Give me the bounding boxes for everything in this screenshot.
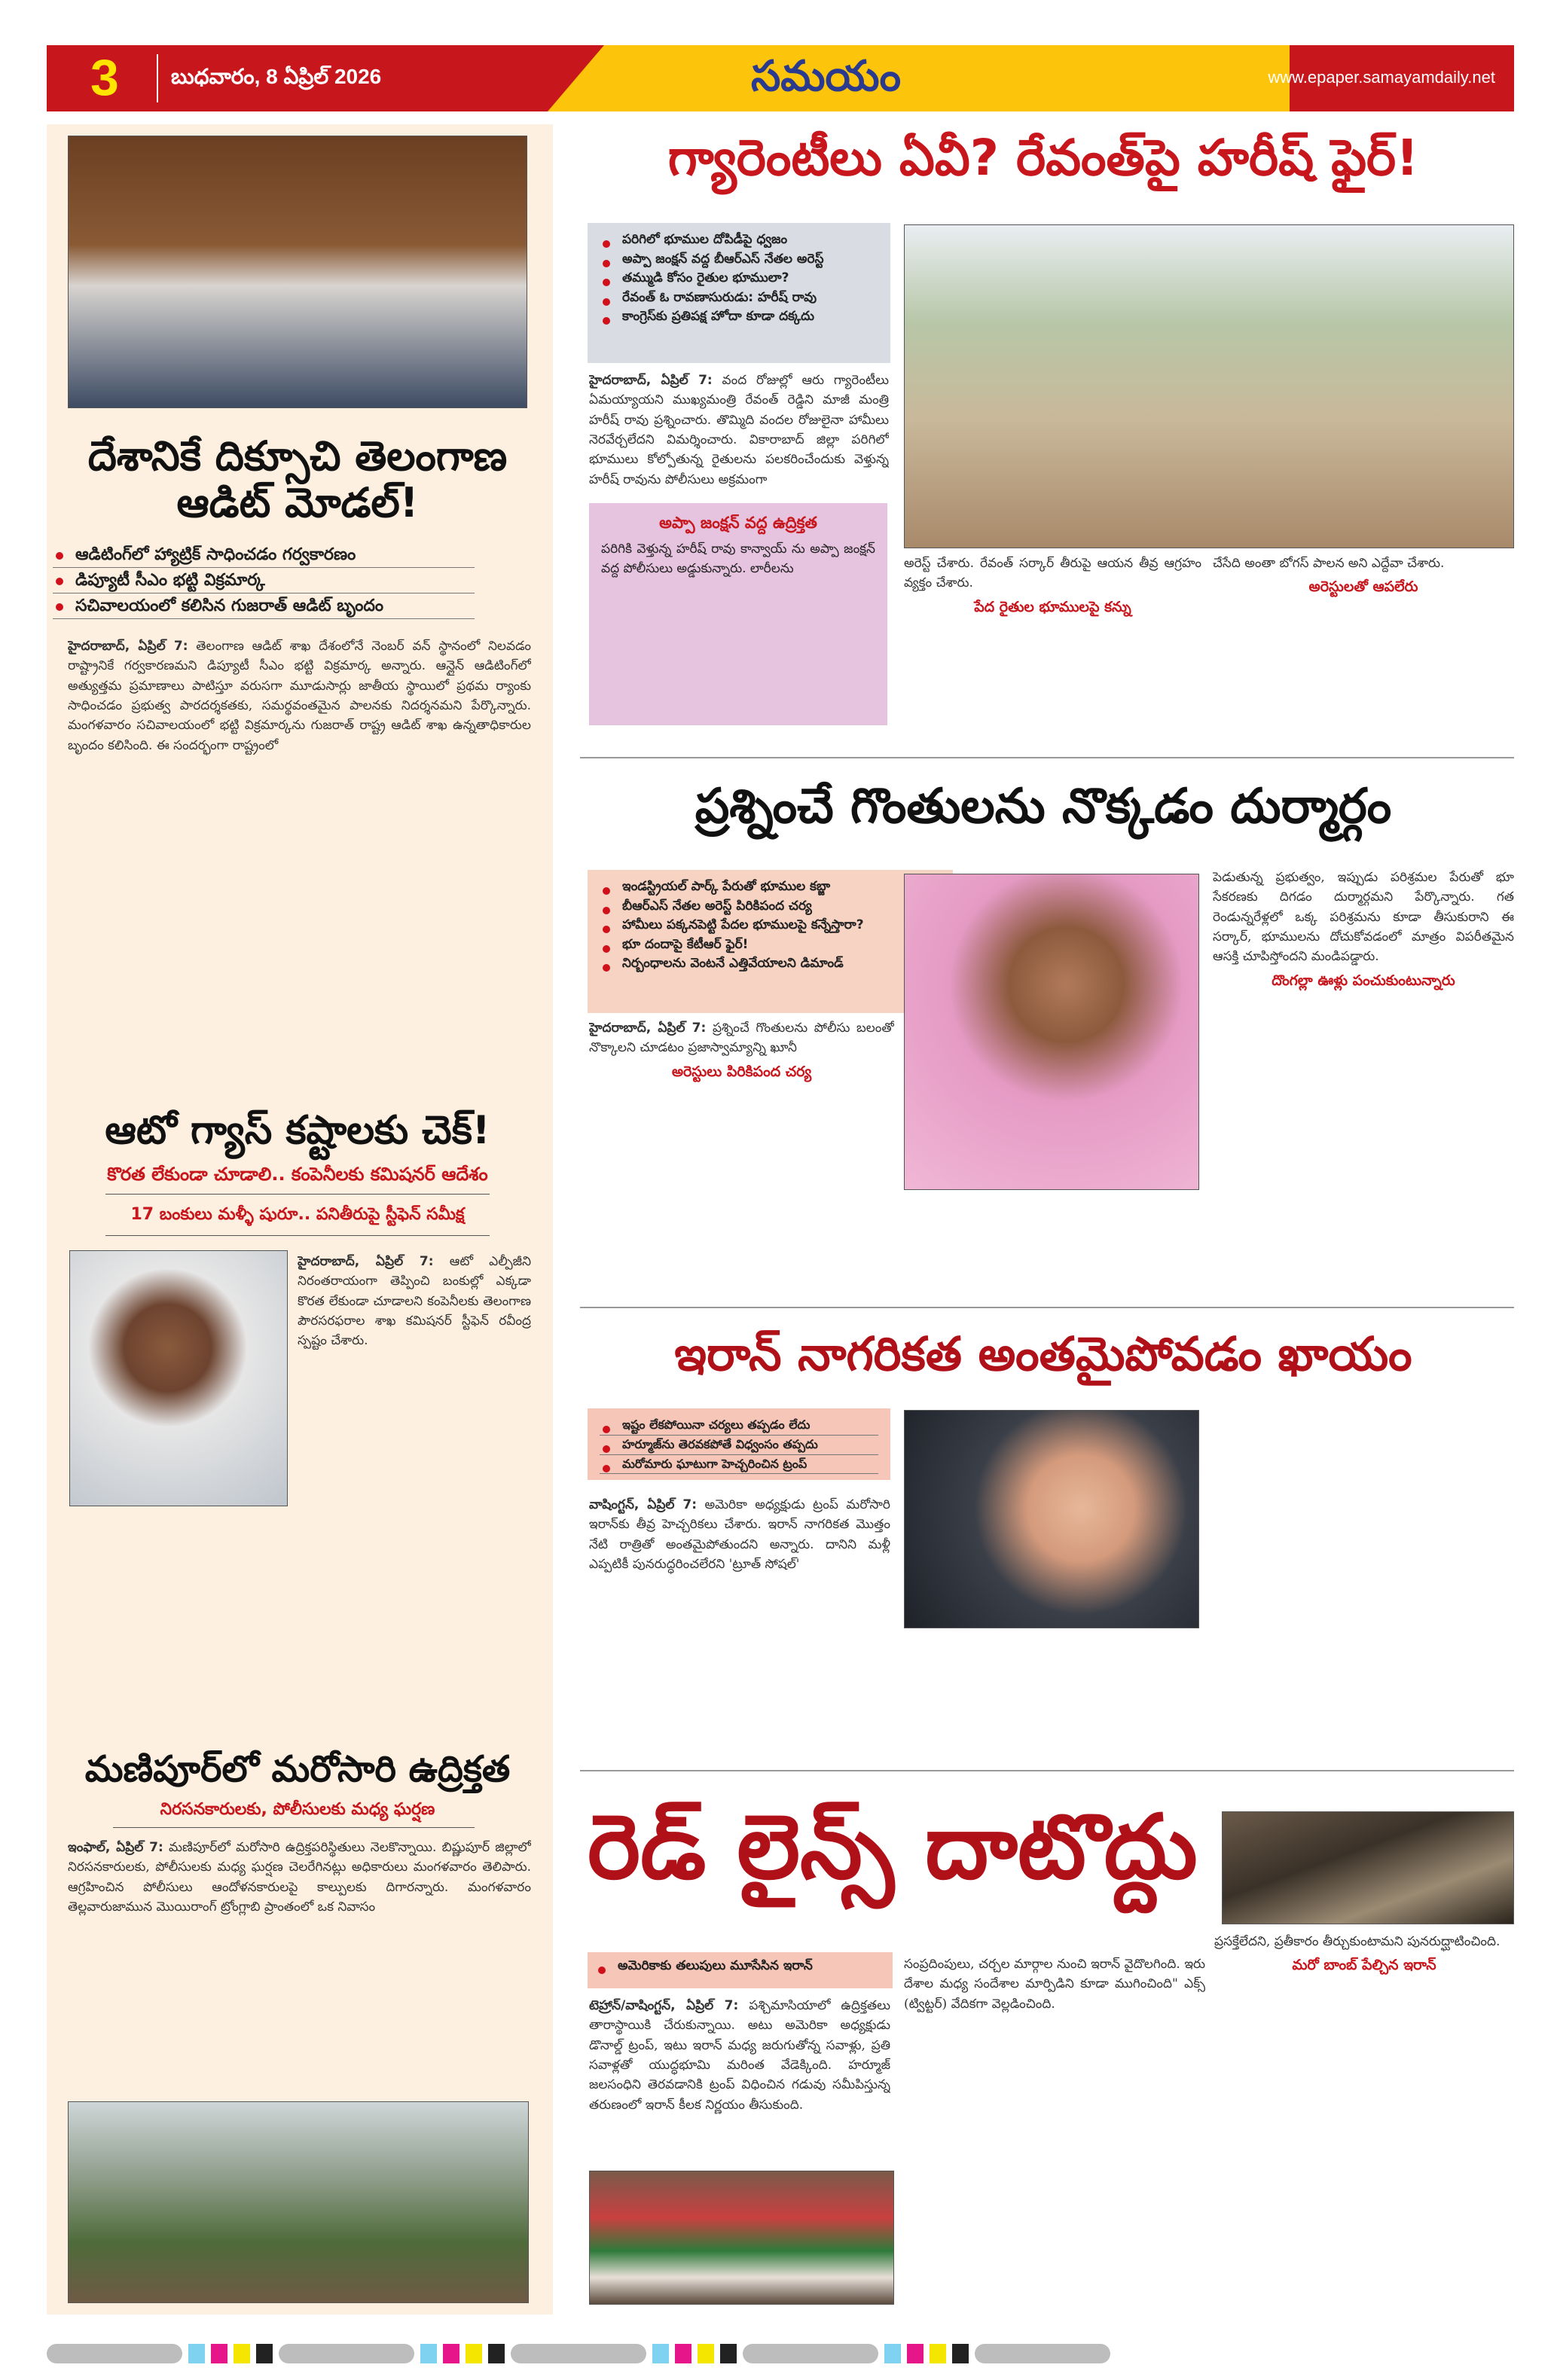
bullet: ఇష్టం లేకపోయినా చర్యలు తప్పడం లేదు bbox=[600, 1416, 878, 1436]
bullet: ఆడిటింగ్‌లో హ్యాట్రిక్ సాధించడం గర్వకారణం bbox=[53, 542, 475, 568]
headline-audit: దేశానికే దిక్సూచి తెలంగాణ ఆడిట్ మోడల్! bbox=[87, 432, 508, 527]
issue-date: బుధవారం, 8 ఏప్రిల్ 2026 bbox=[171, 65, 382, 88]
photo-iran-rally bbox=[589, 2171, 894, 2305]
photo-harish-rao bbox=[904, 224, 1514, 548]
bullet: హామీలు పక్కనపెట్టి పేదల భూములపై కన్నేస్తారా? bbox=[600, 916, 941, 935]
dateline: హైదరాబాద్, ఏప్రిల్ 7: bbox=[589, 1021, 707, 1036]
box-title: అప్పా జంక్షన్ వద్ద ఉద్రిక్తత bbox=[659, 514, 817, 532]
bullets-harish bbox=[588, 223, 890, 363]
subhead-manipur: నిరసనకారులకు, పోలీసులకు మధ్య ఘర్షణ bbox=[160, 1800, 435, 1819]
bullet: రేవంత్ ఓ రావణాసురుడు: హరీష్ రావు bbox=[600, 288, 878, 308]
photo-trump bbox=[904, 1410, 1199, 1628]
photo-commissioner bbox=[69, 1250, 288, 1506]
body-text: పెడుతున్న ప్రభుత్వం, ఇప్పుడు పరిశ్రమల పేరుతో భూ సేకరణకు దిగడం దుర్మార్గమని పేర్కొన్నారు. గత రెండున్నరేళ్లలో ఒక్క పరిశ్రమను కూడా తీసుకురాని ఈ సర్కార్, భూములను దోచుకోవడంలో మాత్రం విపరీతమైన ఆసక్తి చూపిస్తోందని మండిపడ్డారు. bbox=[1213, 870, 1514, 965]
divider bbox=[580, 1770, 1514, 1771]
photo-iran-soldiers bbox=[1222, 1811, 1514, 1924]
divider bbox=[105, 1235, 490, 1236]
body-text: తెలంగాణ ఆడిట్ శాఖ దేశంలోనే నెంబర్ వన్ స్థానంలో నిలవడం రాష్ట్రానికే గర్వకారణమని డిప్యూటీ సీఎం భట్టి విక్రమార్క అన్నారు. ఆన్లైన్ ఆడిటింగ్‌లో అత్యుత్తమ ప్రమాణాలు పాటిస్తూ వరుసగా మూడుసార్లు జాతీయ స్థాయిలో ప్రథమ ర్యాంకు సాధించడం ప్రభుత్వ పారదర్శకతకు, సమర్థవంతమైన పాలనకు నిదర్శనమని పేర్కొన్నారు. మంగళవారం సచివాలయంలో భట్టి విక్రమార్కను గుజరాత్ రాష్ట్ర ఆడిట్ శాఖ ఉన్నతాధికారుల బృందం కలిసింది. ఈ సందర్భంగా రాష్ట్రంలో bbox=[68, 639, 531, 753]
article-body-harish bbox=[589, 371, 889, 499]
headline-red-lines: రెడ్ లైన్స్ దాటొద్దు bbox=[588, 1795, 1198, 1899]
article-body-auto-gas bbox=[298, 1252, 531, 1508]
masthead-bar bbox=[47, 45, 1514, 111]
paper-logo: సమయం bbox=[751, 52, 901, 99]
bullet: హర్మూజ్‌ను తెరవకపోతే విధ్వంసం తప్పదు bbox=[600, 1436, 878, 1455]
headline-iran: ఇరాన్ నాగరికత అంతమైపోవడం ఖాయం bbox=[674, 1326, 1412, 1381]
body-text: వంద రోజుల్లో ఆరు గ్యారెంటీలు ఏమయ్యాయని ముఖ్యమంత్రి రేవంత్ రెడ్డిని మాజీ మంత్రి హరీష్ రావు ప్రశ్నించారు. తొమ్మిది వందల రోజులైనా హామీలు నెరవేర్చలేదని విమర్శించారు. వికారాబాద్ జిల్లా పరిగిలో భూములు కోల్పోతున్న రైతులను పలకరించేందుకు వెళ్తున్న హరీష్ రావును పోలీసులు అక్రమంగా bbox=[589, 373, 889, 487]
subhead: అరెస్టులతో ఆపలేరు bbox=[1308, 578, 1418, 596]
sidebar-box-appa-junction bbox=[589, 503, 887, 725]
bullet: తమ్ముడి కోసం రైతుల భూములా? bbox=[600, 269, 878, 288]
body-text: ఆటో ఎల్పీజీని నిరంతరాయంగా తెప్పించి బంకుల్లో ఎక్కడా కొరత లేకుండా చూడాలని కంపెనీలకు తెలంగాణ పౌరసరఫరాల శాఖ కమిషనర్ స్టీఫెన్ రవీంద్ర స్పష్టం చేశారు. bbox=[298, 1254, 531, 1349]
bullet: డిప్యూటీ సీఎం భట్టి విక్రమార్క bbox=[53, 568, 475, 593]
bullets-iran bbox=[588, 1408, 890, 1480]
photo-manipur bbox=[68, 2101, 529, 2303]
headline-manipur: మణిపూర్‌లో మరోసారి ఉద్రిక్తత bbox=[84, 1748, 511, 1790]
photo-ktr bbox=[904, 874, 1199, 1190]
divider bbox=[580, 757, 1514, 758]
headline-harish: గ్యారెంటీలు ఏవీ? రేవంత్‌పై హరీష్ ఫైర్! bbox=[667, 129, 1419, 187]
bullet: అమెరికాకు తలుపులు మూసేసిన ఇరాన్ bbox=[595, 1957, 885, 1976]
body-text: మణిపూర్‌లో మరోసారి ఉద్రిక్తపరిస్థితులు నెలకొన్నాయి. బిష్ణుపూర్ జిల్లాలో నిరసనకారులకు, పోలీసులకు మధ్య ఘర్షణ చెలరేగినట్లు అధికారులు మంగళవారం తెలిపారు. ఆగ్రహించిన పోలీసులు ఆందోళనకారులపై కాల్పులకు దిగారన్నారు. మంగళవారం తెల్లవారుజామున మొయిరాంగ్ ట్రోంగ్లాబి ప్రాంతంలో ఒక నివాసం bbox=[68, 1840, 531, 1915]
body-text: పశ్చిమాసియాలో ఉద్రిక్తతలు తారాస్థాయికి చేరుకున్నాయి. అటు అమెరికా అధ్యక్షుడు డొనాల్డ్ ట్రంప్, ఇటు ఇరాన్ మధ్య జరుగుతోన్న సవాళ్లు, ప్రతి సవాళ్లతో యుద్ధభూమి మరింత వేడెక్కింది. హర్మూజ్ జలసంధిని తెరవడానికి ట్రంప్ విధించిన గడువు సమీపిస్తున్న తరుణంలో ఇరాన్ కీలక నిర్ణయం తీసుకుంది. bbox=[589, 1998, 890, 2113]
bullet: అప్పా జంక్షన్ వద్ద బీఆర్ఎస్ నేతల అరెస్ట్ bbox=[600, 250, 878, 270]
article-col3-red-lines bbox=[1214, 1932, 1514, 2308]
headline-auto-gas: ఆటో గ్యాస్ కష్టాలకు చెక్! bbox=[105, 1108, 490, 1153]
article-body-ktr bbox=[589, 1018, 894, 1297]
bullet: కాంగ్రెస్‌కు ప్రతిపక్ష హోదా కూడా దక్కదు bbox=[600, 307, 878, 327]
article-col2-red-lines bbox=[904, 1954, 1205, 2308]
divider bbox=[157, 54, 158, 102]
headline-ktr: ప్రశ్నించే గొంతులను నొక్కడం దుర్మార్గం bbox=[695, 779, 1392, 835]
bullet: సచివాలయంలో కలిసిన గుజరాత్ ఆడిట్ బృందం bbox=[53, 593, 475, 619]
article-body-audit bbox=[68, 636, 531, 1081]
subhead-auto-gas-1: కొరత లేకుండా చూడాలి.. కంపెనీలకు కమిషనర్ ఆదేశం bbox=[107, 1164, 488, 1185]
photo-audit-meeting bbox=[68, 136, 527, 408]
bullets-ktr bbox=[588, 870, 953, 1013]
article-col3-harish bbox=[1213, 554, 1514, 742]
divider bbox=[113, 1827, 475, 1828]
dateline: వాషింగ్టన్, ఏప్రిల్ 7: bbox=[589, 1497, 698, 1512]
dateline: హైదరాబాద్, ఏప్రిల్ 7: bbox=[589, 373, 713, 388]
bullets-red-lines bbox=[588, 1952, 893, 1988]
dateline: టెహ్రాన్/వాషింగ్టన్, ఏప్రిల్ 7: bbox=[589, 1998, 739, 2013]
article-body-red-lines bbox=[589, 1996, 890, 2162]
box-body: పరిగికి వెళ్తున్న హరీష్ రావు కాన్వాయ్ ను అప్పా జంక్షన్ వద్ద పోలీసులు అడ్డుకున్నారు. లారీలను bbox=[601, 542, 875, 577]
body-text: అమెరికా అధ్యక్షుడు ట్రంప్ మరోసారి ఇరాన్‌కు తీవ్ర హెచ్చరికలు చేశారు. ఇరాన్ నాగరికత మొత్తం నేటి రాత్రితో అంతమైపోతుందని అన్నారు. దానిని మళ్లీ ఎప్పటికీ పునరుద్ధరించలేరని 'ట్రూత్ సోషల్' bbox=[589, 1497, 890, 1573]
subhead: పేద రైతుల భూములపై కన్ను bbox=[974, 598, 1131, 615]
dateline: ఇంఫాల్, ఏప్రిల్ 7: bbox=[68, 1840, 163, 1855]
bullet: ఇండస్ట్రియల్ పార్క్ పేరుతో భూముల కబ్జా bbox=[600, 877, 941, 897]
divider bbox=[105, 1194, 490, 1195]
dateline: హైదరాబాద్, ఏప్రిల్ 7: bbox=[298, 1254, 434, 1269]
body-text: చేసేది అంతా బోగస్ పాలన అని ఎద్దేవా చేశారు. bbox=[1213, 556, 1445, 571]
body-text: ప్రశ్నించే గొంతులను పోలీసు బలంతో నొక్కాలని చూడటం ప్రజాస్వామ్యాన్ని ఖూనీ bbox=[589, 1021, 894, 1056]
body-text: ప్రసక్తేలేదని, ప్రతీకారం తీర్చుకుంటామని పునరుద్ఘాటించింది. bbox=[1214, 1934, 1501, 1949]
epaper-url[interactable]: www.epaper.samayamdaily.net bbox=[1268, 68, 1495, 87]
subhead: దొంగల్లా ఊళ్లు పంచుకుంటున్నారు bbox=[1272, 972, 1455, 989]
bullets-audit bbox=[53, 542, 475, 619]
bullet: పరిగిలో భూముల దోపిడీపై ధ్వజం bbox=[600, 230, 878, 250]
subhead: అరెస్టులు పిరికిపంద చర్య bbox=[671, 1063, 812, 1080]
bullet: బీఆర్ఎస్ నేతల అరెస్ట్ పిరికిపంద చర్య bbox=[600, 897, 941, 917]
article-col3-ktr bbox=[1213, 868, 1514, 1297]
bullet: భూ దందాపై కేటీఆర్ ఫైర్! bbox=[600, 935, 941, 955]
masthead-yellow-band bbox=[548, 45, 1290, 111]
body-text: అరెస్ట్ చేశారు. రేవంత్ సర్కార్ తీరుపై ఆయన తీవ్ర ఆగ్రహం వ్యక్తం చేశారు. bbox=[904, 556, 1201, 591]
page-number: 3 bbox=[90, 49, 119, 106]
subhead: మరో బాంబ్ పేల్చిన ఇరాన్ bbox=[1292, 1957, 1436, 1974]
article-col2-harish bbox=[904, 554, 1201, 742]
dateline: హైదరాబాద్, ఏప్రిల్ 7: bbox=[68, 639, 188, 654]
article-body-iran bbox=[589, 1495, 890, 1755]
bullet: నిర్బంధాలను వెంటనే ఎత్తివేయాలని డిమాండ్ bbox=[600, 954, 941, 974]
divider bbox=[580, 1307, 1514, 1308]
article-body-manipur bbox=[68, 1838, 531, 2086]
print-registration-strip bbox=[47, 2342, 1514, 2365]
subhead-auto-gas-2: 17 బంకులు మళ్ళీ షురూ.. పనితీరుపై స్టీఫెన్ సమీక్ష bbox=[130, 1205, 465, 1224]
body-text: సంప్రదింపులు, చర్చల మార్గాల నుంచి ఇరాన్ వైదొలగింది. ఇరు దేశాల మధ్య సందేశాల మార్పిడిని కూడా ముగించింది" ఎక్స్ (ట్విట్టర్) వేదికగా వెల్లడించింది. bbox=[904, 1957, 1205, 2012]
bullet: మరోమారు ఘాటుగా హెచ్చరించిన ట్రంప్ bbox=[600, 1455, 878, 1475]
